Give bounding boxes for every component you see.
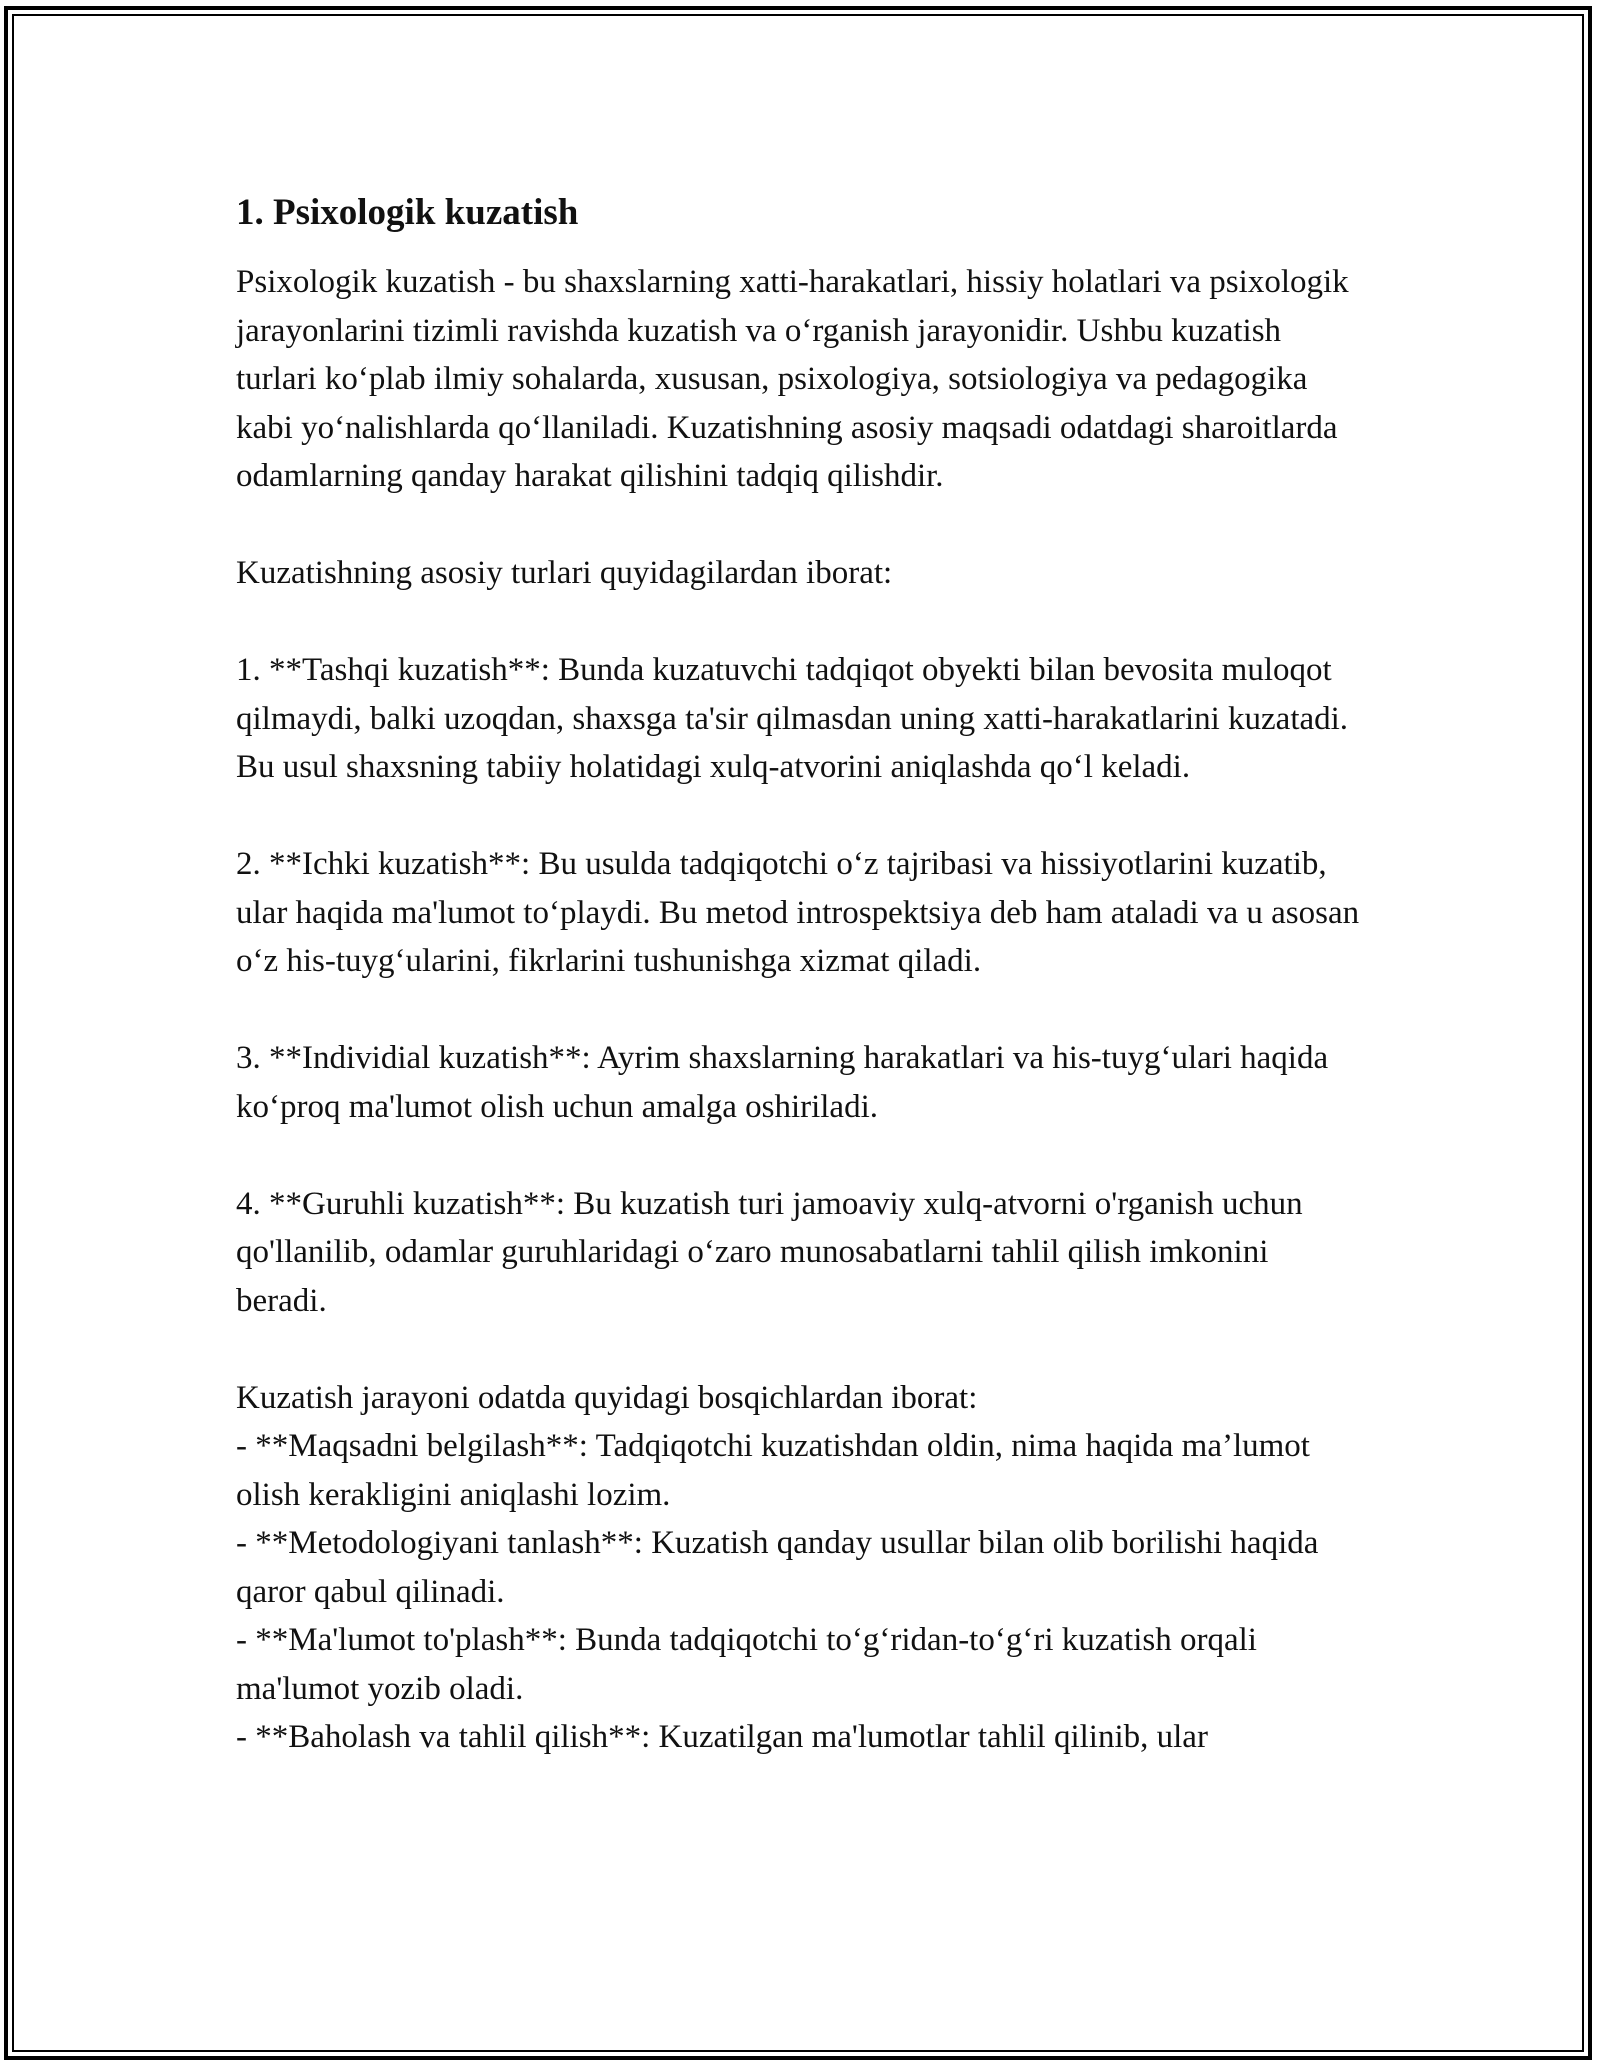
paragraph-gap [236,1131,1366,1180]
paragraph-gap [236,1325,1366,1374]
type-item-2: 2. **Ichki kuzatish**: Bu usulda tadqiqotchi o‘z tajribasi va hissiyotlarini kuzatib, ular haqida ma'lumot to‘playdi. Bu metod introspektsiya deb ham ataladi va u asosan o‘z his-tuyg‘ularini, fikrlarini tushunishga xizmat qiladi. [236,846,1360,979]
stage-item-1: - **Maqsadni belgilash**: Tadqiqotchi kuzatishdan oldin, nima haqida ma’lumot olish kerakligini aniqlashi lozim. [236,1428,1310,1513]
stages-intro-paragraph: Kuzatish jarayoni odatda quyidagi bosqichlardan iborat: [236,1379,978,1416]
paragraph-gap [236,986,1366,1035]
stage-item-4: - **Baholash va tahlil qilish**: Kuzatilgan ma'lumotlar tahlil qilinib, ular [236,1719,1208,1755]
document-body [236,190,1366,1762]
types-intro-paragraph: Kuzatishning asosiy turlari quyidagilardan iborat: [236,555,893,591]
paragraph-gap [236,598,1366,647]
type-item-1: 1. **Tashqi kuzatish**: Bunda kuzatuvchi tadqiqot obyekti bilan bevosita muloqot qilmaydi, balki uzoqdan, shaxsga ta'sir qilmasdan uning xatti-harakatlarini kuzatadi. Bu usul shaxsning tabiiy holatidagi xulq-atvorini aniqlashda qo‘l keladi. [236,652,1349,785]
paragraph-gap [236,501,1366,550]
type-item-4: 4. **Guruhli kuzatish**: Bu kuzatish turi jamoaviy xulq-atvorni o'rganish uchun qo'llanilib, odamlar guruhlaridagi o‘zaro munosabatlarni tahlil qilish imkonini beradi. [236,1185,1303,1319]
section-heading: 1. Psixologik kuzatish [236,192,579,233]
type-item-3: 3. **Individial kuzatish**: Ayrim shaxslarning harakatlari va his-tuyg‘ulari haqida ko‘proq ma'lumot olish uchun amalga oshiriladi. [236,1040,1329,1125]
stage-item-3: - **Ma'lumot to'plash**: Bunda tadqiqotchi to‘g‘ridan-to‘g‘ri kuzatish orqali ma'lumot yozib oladi. [236,1622,1257,1707]
stage-item-2: - **Metodologiyani tanlash**: Kuzatish qanday usullar bilan olib borilishi haqida qaror qabul qilinadi. [236,1525,1319,1610]
paragraph-gap [236,792,1366,841]
intro-paragraph: Psixologik kuzatish - bu shaxslarning xatti-harakatlari, hissiy holatlari va psixologik jarayonlarini tizimli ravishda kuzatish va o‘rganish jarayonidir. Ushbu kuzatish turlari ko‘plab ilmiy sohalarda, xususan, psixologiya, sotsiologiya va pedagogika kabi yo‘nalishlarda qo‘llaniladi. Kuzatishning asosiy maqsadi odatdagi sharoitlarda odamlarning qanday harakat qilishini tadqiq qilishdir. [236,264,1349,494]
